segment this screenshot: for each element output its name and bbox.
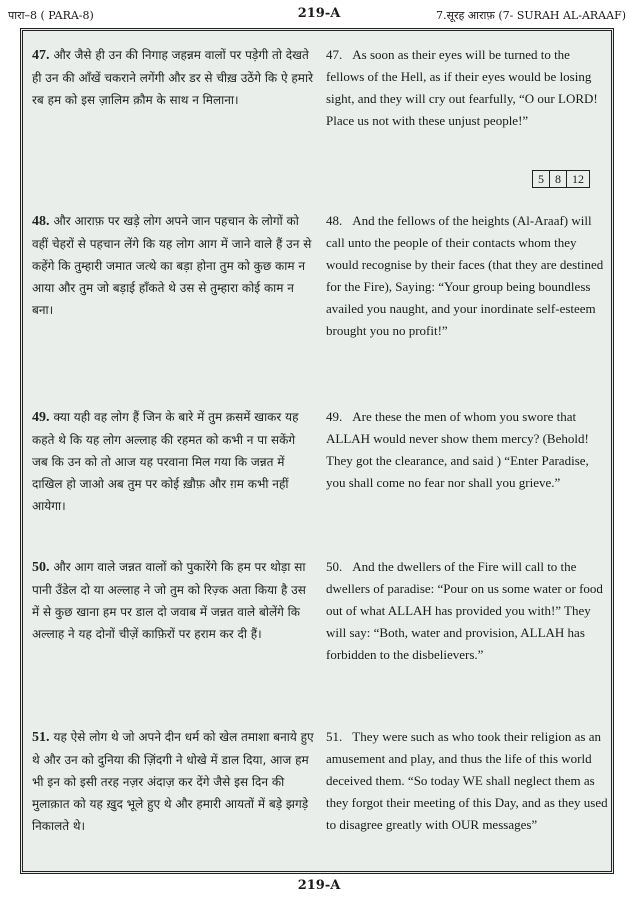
verse-text-english: And the fellows of the heights (Al-Araaf) will call unto the people of their contacts whom they would recognise by their faces (that they are destined for the Fire), Saying: “Your group being boundless availed you naught, and your inordinate self-esteem brought you no profit!” (326, 213, 604, 338)
surah-label: 7.सूरह आराफ़ (7- SURAH AL-ARAAF) (436, 9, 626, 22)
verse-47-hindi (32, 44, 314, 111)
verse-number: 48. (32, 214, 50, 229)
ruku-cell: 8 (549, 171, 566, 187)
verse-text-english: And the dwellers of the Fire will call to the dwellers of paradise: “Pour on us some water or food out of what ALLAH has provided you with!” They will say: “Both, water and provision, ALLAH has forbidden to the disbelievers.” (326, 559, 603, 662)
verse-text-english: Are these the men of whom you swore that ALLAH would never show them mercy? (Behold! They got the clearance, and said ) “Enter Paradise, you shall come no fear nor shall you grieve.” (326, 409, 589, 490)
verse-number: 47. (32, 48, 50, 63)
verse-number: 47. (326, 47, 343, 62)
verse-49-hindi (32, 406, 314, 517)
verse-number: 48. (326, 213, 343, 228)
verse-text-english: As soon as their eyes will be turned to the fellows of the Hell, as if their eyes would be losing sight, and they will cry out fearfully, “O our LORD! Place us not with these unjust people!” (326, 47, 598, 128)
verse-51-hindi (32, 726, 314, 837)
verse-50-hindi (32, 556, 314, 645)
page-number-top: 219-A (297, 6, 341, 21)
ruku-cell: 12 (566, 171, 589, 187)
verse-number: 51. (32, 730, 50, 745)
verse-49-english (326, 406, 608, 494)
verse-48-hindi (32, 210, 314, 321)
verse-number: 49. (32, 410, 50, 425)
ruku-cell: 5 (538, 172, 544, 186)
verse-text-hindi: और आग वाले जन्नत वालों को पुकारेंगे कि हम पर थोड़ा सा पानी उँडेल दो या अल्लाह ने जो तुम को रिज़्क अता किया है उस में से कुछ खाना हम पर डाल दो जवाब में जन्नत वाले बोलेंगे कि अल्लाह ने यह दोनों चीज़ें काफ़िरों पर हराम कर दी हैं। (32, 560, 306, 641)
verse-47-english (326, 44, 608, 132)
ruku-marker (532, 170, 590, 188)
verse-text-hindi: और जैसे ही उन की निगाह जहन्नम वालों पर पड़ेगी तो देखते ही उन की आँखें चकराने लगेंगी और डर से चीख़ उठेंगे कि ऐ हमारे रब हम को इस ज़ालिम क़ौम के साथ न मिलाना। (32, 48, 313, 107)
verse-number: 50. (326, 559, 343, 574)
verse-text-english: They were such as who took their religion as an amusement and play, and thus the life of this world deceived them. “So today WE shall neglect them as they forgot their meeting of this Day, and as they used to disagree greatly with OUR messages” (326, 729, 608, 832)
verse-number: 51. (326, 729, 343, 744)
para-label: पारा–8 ( PARA-8) (8, 9, 94, 22)
verse-48-english (326, 210, 608, 342)
verse-text-hindi: यह ऐसे लोग थे जो अपने दीन धर्म को खेल तमाशा बनाये हुए थे और उन को दुनिया की ज़िंदगी ने धोखे में डाल दिया, आज हम भी इन को इसी तरह नज़र अंदाज़ कर देंगे जैसे इस दिन की मुलाक़ात को यह ख़ुद भूले हुए थे और हमारी आयतों में बड़े झगड़े निकालते थे। (32, 730, 314, 833)
page-header (0, 0, 638, 26)
verse-50-english (326, 556, 608, 666)
page-number-bottom: 219-A (297, 878, 341, 893)
verse-text-hindi: क्या यही वह लोग हैं जिन के बारे में तुम क़समें खाकर यह कहते थे कि यह लोग अल्लाह की रहमत को कभी न पा सकेंगे जब कि उन को तो आज यह परवाना मिल गया कि जन्नत में दाखिल हो जाओ अब तुम पर कोई ख़ौफ़ और ग़म कभी नहीं आयेगा। (32, 410, 299, 513)
verse-number: 50. (32, 560, 50, 575)
verse-51-english (326, 726, 608, 836)
verse-text-hindi: और आराफ़ पर खड़े लोग अपने जान पहचान के लोगों को वहीं चेहरों से पहचान लेंगे कि यह लोग आग में जाने वाले हैं उन से कहेंगे कि तुम्हारी जमात जत्थे का बड़ा होना तुम को कुछ काम न आया और तुम जो बड़ाई हाँकते थे उस से तुम्हारा कोई काम न बना। (32, 214, 312, 317)
verse-number: 49. (326, 409, 343, 424)
